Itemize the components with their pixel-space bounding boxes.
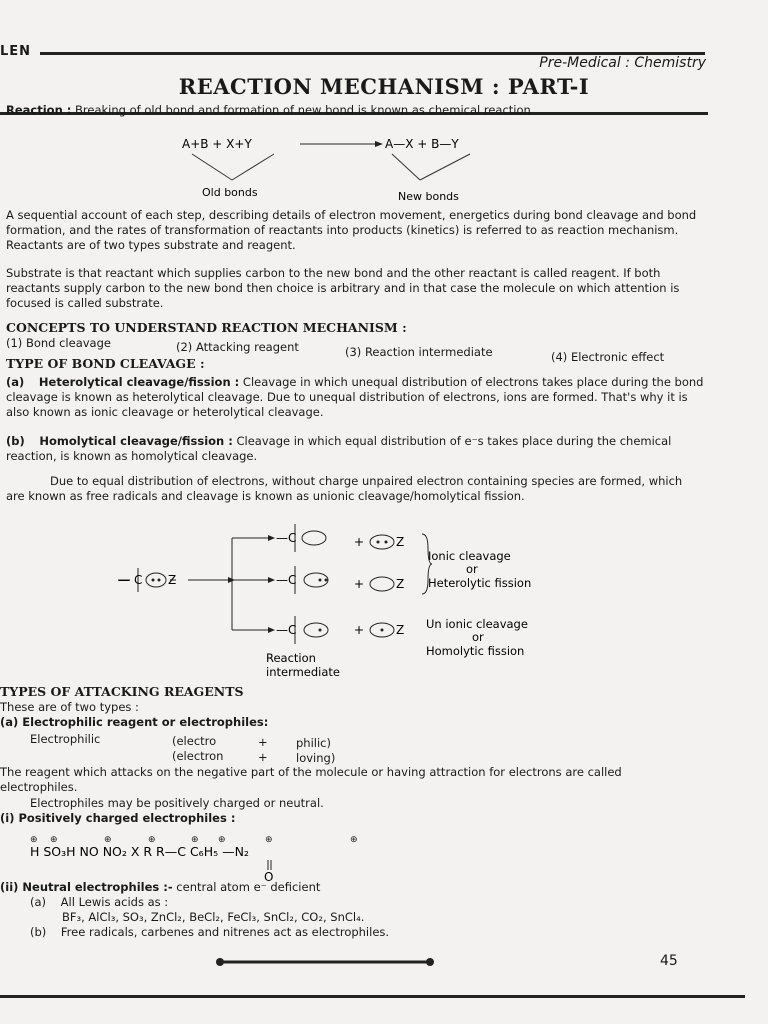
svg-text:—: — <box>118 573 130 587</box>
unionic-or-label: or <box>472 630 484 644</box>
carbonyl-oxygen: O <box>264 870 274 882</box>
ionic-or-label: or <box>466 562 478 576</box>
svg-text:⊕: ⊕ <box>104 835 112 845</box>
lewis-label: (a) <box>30 895 47 909</box>
etymology-part: loving) <box>296 751 336 765</box>
heterolytic-label: (a) <box>6 375 25 389</box>
footer-ornament <box>214 956 436 968</box>
reagents-heading: TYPES OF ATTACKING REAGENTS <box>0 684 244 699</box>
header-logo: LEN <box>0 44 32 59</box>
footer-rule <box>0 995 745 998</box>
neutral-electrophiles-heading: (ii) Neutral electrophiles :- <box>0 880 173 894</box>
free-radical-paragraph: Due to equal distribution of electrons, without charge unpaired electron containing species are formed, which are known as free radicals and cleavage is known as unionic cleavage/homolytical fission. <box>6 474 683 503</box>
bond-scheme <box>170 132 530 204</box>
positive-electrophile-formulas: H SO₃H NO NO₂ X R R—C C₆H₅ —N₂ <box>30 844 249 859</box>
svg-text:—C: —C <box>276 573 297 587</box>
heterolytic-paragraph <box>6 375 704 420</box>
reagents-intro: These are of two types : <box>0 700 139 714</box>
lewis-text: All Lewis acids as : <box>60 895 169 909</box>
concepts-heading: CONCEPTS TO UNDERSTAND REACTION MECHANISM : <box>6 320 407 335</box>
new-bonds-label: New bonds <box>398 190 459 203</box>
etymology-part: (electro <box>172 734 217 748</box>
svg-text:+: + <box>354 623 365 637</box>
svg-text:+: + <box>354 577 365 591</box>
electrophile-heading: (a) Electrophilic reagent or electrophiles: <box>0 715 269 729</box>
homolytic-paragraph <box>6 434 704 464</box>
etymology-plus: + <box>258 735 268 749</box>
ionic-cleavage-label: Ionic cleavage <box>428 549 511 563</box>
homolytic-label: (b) <box>6 434 25 448</box>
svg-text:⊕: ⊕ <box>30 835 38 845</box>
svg-text:Z: Z <box>396 535 405 549</box>
paragraph-mechanism: A sequential account of each step, describing details of electron movement, energetics during bond cleavage and bond formation, and the rates of transformation of reactants into products (kinetics) is referred to as reaction mechanism. Reactants are of two types substrate and reagent. <box>6 208 697 252</box>
page-title: REACTION MECHANISM : PART-I <box>178 74 590 99</box>
free-radicals-line <box>30 925 389 940</box>
concept-item: (1) Bond cleavage <box>6 336 111 350</box>
cleavage-diagram <box>110 520 570 682</box>
homolytic-title: Homolytical cleavage/fission : <box>39 434 233 448</box>
etymology-part: philic) <box>296 736 331 750</box>
svg-text:⊕: ⊕ <box>350 835 358 845</box>
heterolytic-title: Heterolytical cleavage/fission : <box>38 375 240 389</box>
svg-text:⊕: ⊕ <box>50 835 58 845</box>
svg-text:—C: —C <box>276 623 297 637</box>
etymology-part: (electron <box>172 749 224 763</box>
page-number: 45 <box>660 953 678 969</box>
reaction-text: Breaking of old bond and formation of new bond is known as chemical reaction <box>75 103 531 117</box>
bond-cleavage-heading: TYPE OF BOND CLEAVAGE : <box>6 356 205 371</box>
old-bonds-label: Old bonds <box>202 186 258 199</box>
free-radicals-label: (b) <box>30 925 47 939</box>
svg-text:Z: Z <box>396 623 405 637</box>
svg-text:—C: —C <box>276 531 297 545</box>
heterolytic-fission-label: Heterolytic fission <box>428 576 532 590</box>
svg-text:⊕: ⊕ <box>191 835 199 845</box>
svg-text:⊕: ⊕ <box>218 835 226 845</box>
neutral-electrophiles-line <box>0 880 320 895</box>
bond-left: A+B + X+Y <box>182 137 252 151</box>
concept-item: (4) Electronic effect <box>551 350 665 364</box>
header-subject: Pre-Medical : Chemistry <box>539 55 706 71</box>
heterolytic-text: Cleavage in which unequal distribution of electrons takes place during the bond cleavage is known as heterolytical cleavage. Due to unequal distribution of electrons, ions are formed. That's why it is also known as ionic cleavage or heterolytical cleavage. <box>6 375 704 419</box>
bond-right: A—X + B—Y <box>385 137 459 151</box>
unionic-cleavage-label: Un ionic cleavage <box>426 617 528 631</box>
free-radicals-text: Free radicals, carbenes and nitrenes act as electrophiles. <box>60 925 390 939</box>
reaction-label: Reaction : <box>6 103 72 117</box>
positive-electrophile-list <box>28 832 388 882</box>
svg-text:⊕: ⊕ <box>148 835 156 845</box>
concept-item: (3) Reaction intermediate <box>345 345 493 359</box>
lewis-acids-list: BF₃, AlCl₃, SO₃, ZnCl₂, BeCl₂, FeCl₃, SnCl₂, CO₂, SnCl₄. <box>62 910 365 924</box>
lewis-acids-line <box>30 895 168 910</box>
neutral-electrophiles-text: central atom e⁻ deficient <box>176 880 321 894</box>
concept-item: (2) Attacking reagent <box>176 340 299 354</box>
electrophilic-word: Electrophilic <box>30 732 101 746</box>
svg-text:Z: Z <box>396 577 405 591</box>
intermediate-label-1: Reaction <box>266 651 316 665</box>
svg-text:⊕: ⊕ <box>265 835 273 845</box>
svg-text:+: + <box>354 535 365 549</box>
homolytic-text: Cleavage in which equal distribution of e⁻s takes place during the chemical reaction, is known as homolytical cleavage. <box>6 434 672 463</box>
electrophile-charge-note: Electrophiles may be positively charged or neutral. <box>30 796 324 810</box>
etymology-plus: + <box>258 750 268 764</box>
intermediate-label-2: intermediate <box>266 665 340 679</box>
reaction-definition <box>6 103 704 118</box>
svg-text:Z: Z <box>168 573 177 587</box>
electrophile-definition: The reagent which attacks on the negative part of the molecule or having attraction for electrons are called electrophiles. <box>0 765 622 794</box>
svg-text:C: C <box>134 573 143 587</box>
positive-electrophiles-heading: (i) Positively charged electrophiles : <box>0 811 236 825</box>
paragraph-substrate: Substrate is that reactant which supplies carbon to the new bond and the other reactant is called reagent. If both reactants supply carbon to the new bond then choice is arbitrary and in that case the molecule on which attention is focused is called substrate. <box>6 266 680 310</box>
homolytic-fission-label: Homolytic fission <box>426 644 525 658</box>
